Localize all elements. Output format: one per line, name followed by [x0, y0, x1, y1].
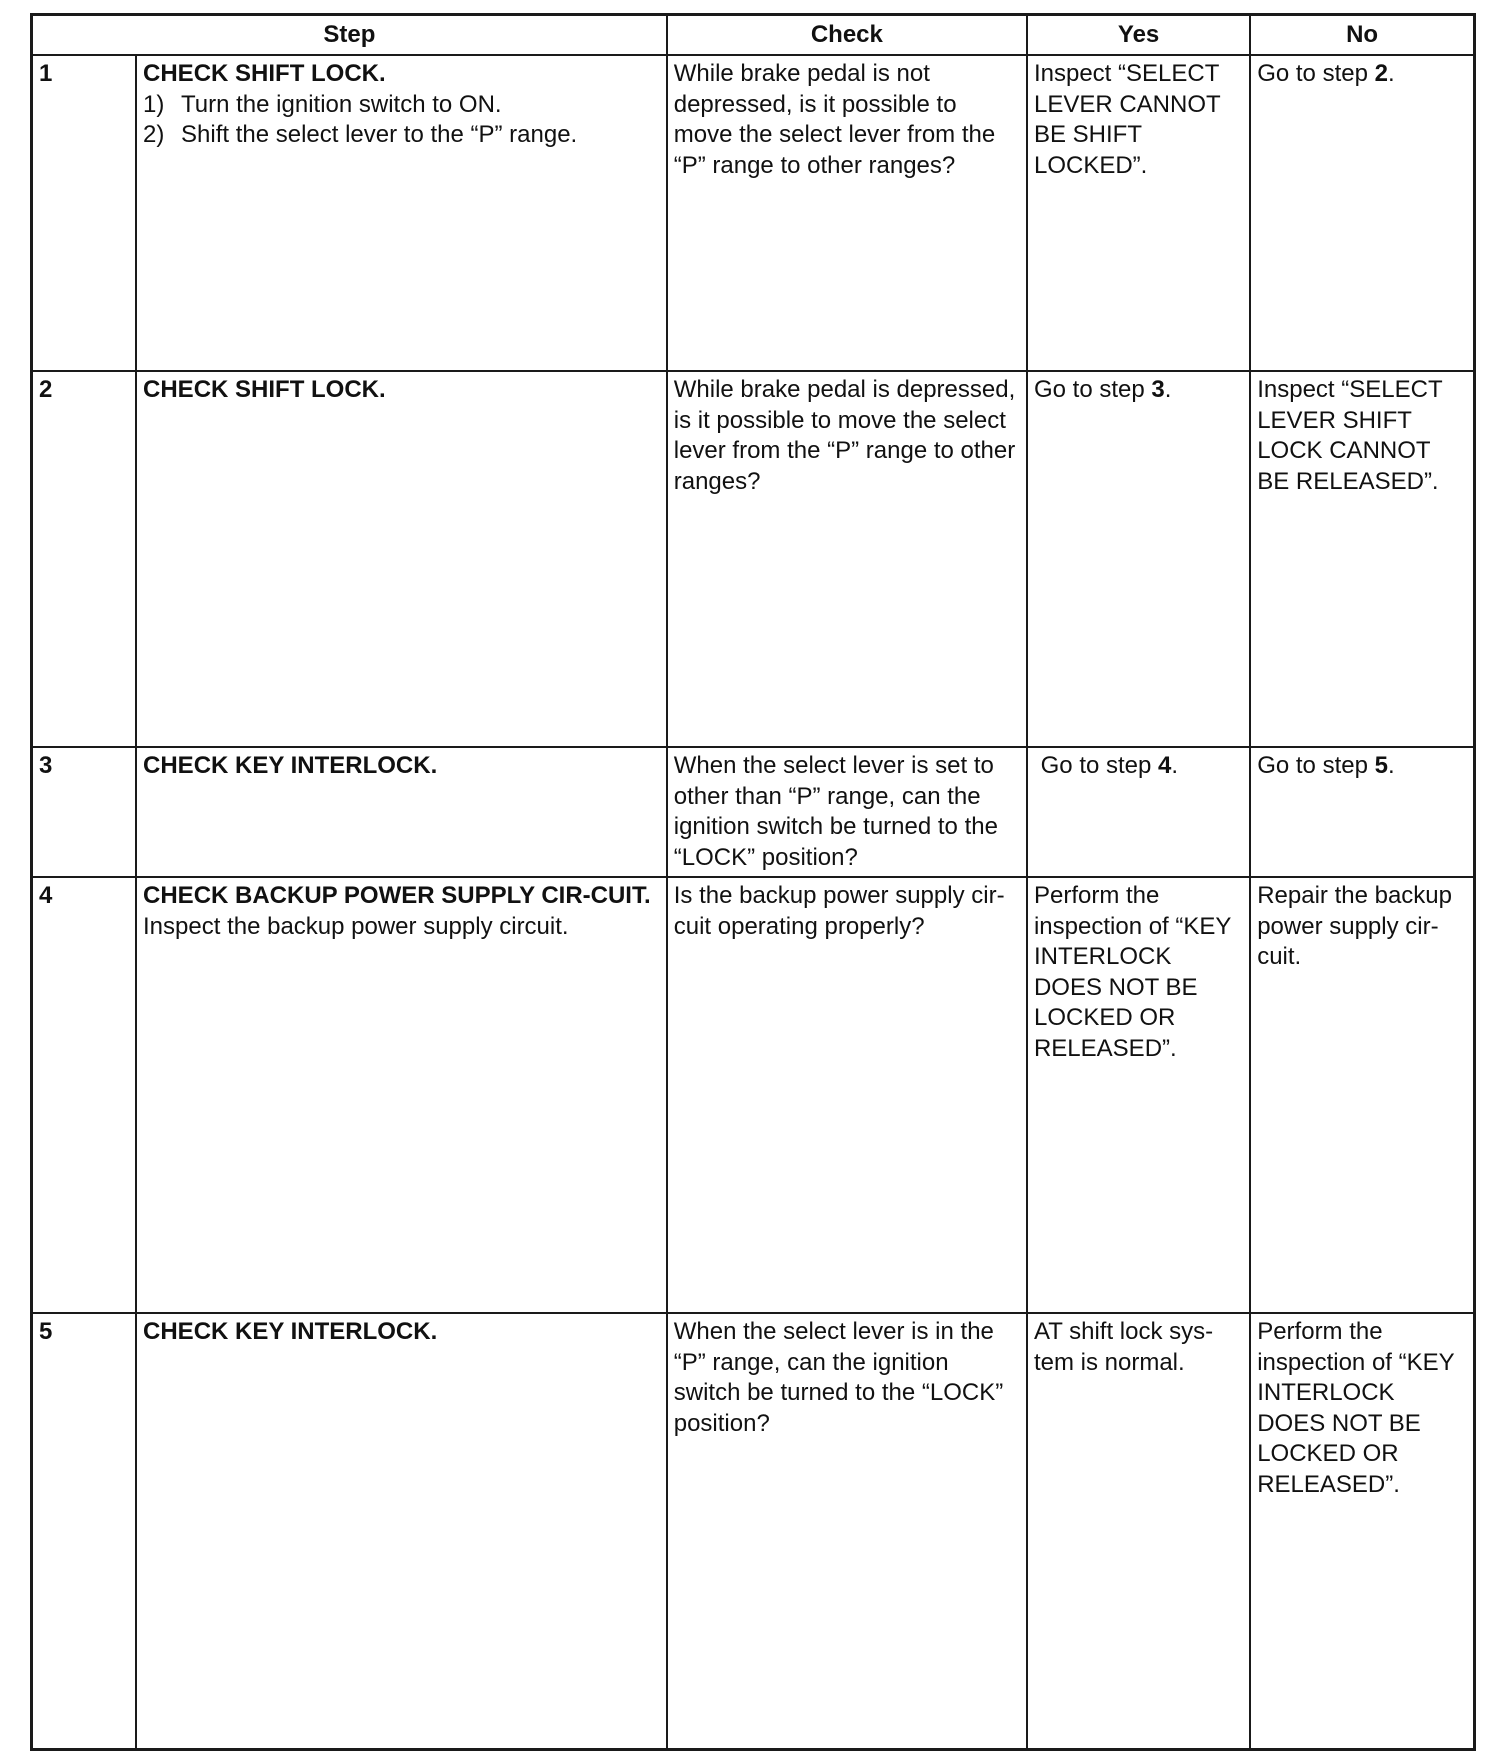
- step-number: 3: [32, 747, 137, 877]
- table-row: [32, 877, 1475, 1313]
- goto-suffix: .: [1387, 752, 1395, 779]
- check-cell: When the select lever is set to other than “P” range, can the ignition switch be turned to the “LOCK” position?: [667, 747, 1027, 877]
- no-cell: Inspect “SELECT LEVER SHIFT LOCK CANNOT BE RELEASED”.: [1250, 371, 1474, 747]
- step-description: [136, 371, 667, 747]
- goto-prefix: Go to step: [1257, 752, 1375, 779]
- step-description: [136, 55, 667, 371]
- step-title: CHECK KEY INTERLOCK.: [143, 752, 438, 779]
- header-check: Check: [667, 15, 1027, 56]
- yes-cell: [1027, 747, 1250, 877]
- goto-prefix: Go to step: [1040, 752, 1159, 779]
- step-number: 4: [32, 877, 137, 1313]
- goto-step-number: 4: [1158, 752, 1172, 779]
- no-cell: Perform the inspection of “KEY INTERLOCK DOES NOT BE LOCKED OR RELEASED”.: [1250, 1313, 1474, 1750]
- goto-suffix: .: [1387, 60, 1395, 87]
- substep-text: Turn the ignition switch to ON.: [181, 90, 502, 118]
- substep-item: [143, 90, 660, 121]
- no-cell: [1250, 55, 1474, 371]
- header-no: No: [1250, 15, 1474, 56]
- no-cell: [1250, 747, 1474, 877]
- step-number: 2: [32, 371, 137, 747]
- check-cell: While brake pedal is depressed, is it possible to move the select lever from the “P” range to other ranges?: [667, 371, 1027, 747]
- header-yes: Yes: [1027, 15, 1250, 56]
- substep-item: [143, 120, 660, 151]
- step-title: CHECK SHIFT LOCK.: [143, 376, 386, 403]
- step-description: [136, 1313, 667, 1750]
- table-row: [32, 371, 1475, 747]
- yes-cell: Inspect “SELECT LEVER CANNOT BE SHIFT LOCKED”.: [1027, 55, 1250, 371]
- yes-cell: AT shift lock sys-tem is normal.: [1027, 1313, 1250, 1750]
- goto-step-number: 2: [1374, 60, 1388, 87]
- goto-suffix: .: [1171, 752, 1179, 779]
- step-title: CHECK KEY INTERLOCK.: [143, 1318, 438, 1345]
- check-cell: While brake pedal is not depressed, is it possible to move the select lever from the “P” range to other ranges?: [667, 55, 1027, 371]
- header-row: [32, 15, 1475, 56]
- diagnostic-table: [30, 13, 1476, 1751]
- goto-prefix: Go to step: [1033, 376, 1152, 403]
- table-row: [32, 55, 1475, 371]
- goto-step-number: 3: [1151, 376, 1165, 403]
- substep-index: 1): [143, 90, 165, 118]
- step-description: [136, 877, 667, 1313]
- no-cell: Repair the backup power supply cir-cuit.: [1250, 877, 1474, 1313]
- yes-cell: Perform the inspection of “KEY INTERLOCK DOES NOT BE LOCKED OR RELEASED”.: [1027, 877, 1250, 1313]
- yes-cell: [1027, 371, 1250, 747]
- table-row: [32, 1313, 1475, 1750]
- step-body: Inspect the backup power supply circuit.: [143, 912, 569, 940]
- check-cell: When the select lever is in the “P” range, can the ignition switch be turned to the “LOCK” position?: [667, 1313, 1027, 1750]
- table-row: [32, 747, 1475, 877]
- step-title: CHECK SHIFT LOCK.: [143, 60, 386, 87]
- step-description: [136, 747, 667, 877]
- step-title: CHECK BACKUP POWER SUPPLY CIR-CUIT.: [143, 882, 651, 909]
- substep-list: [143, 90, 660, 151]
- check-cell: Is the backup power supply cir-cuit operating properly?: [667, 877, 1027, 1313]
- goto-prefix: Go to step: [1257, 60, 1375, 87]
- substep-index: 2): [143, 121, 165, 148]
- step-number: 5: [32, 1313, 137, 1750]
- goto-step-number: 5: [1374, 752, 1388, 779]
- step-number: 1: [32, 55, 137, 371]
- goto-suffix: .: [1164, 376, 1172, 403]
- header-step: Step: [32, 15, 667, 56]
- substep-text: Shift the select lever to the “P” range.: [181, 121, 578, 148]
